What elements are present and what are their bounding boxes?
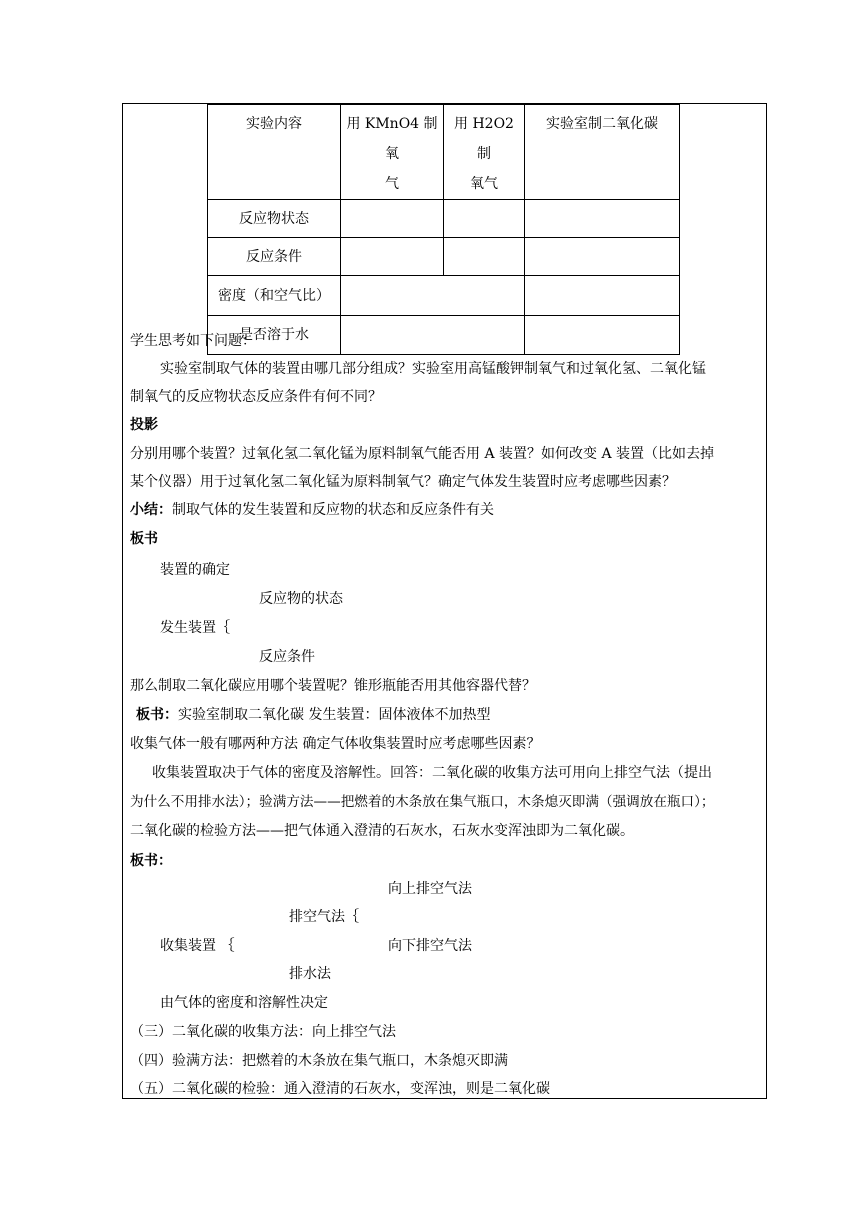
text-line: 那么制取二氧化碳应用哪个装置呢？锥形瓶能否用其他容器代替？ [130, 678, 536, 694]
table-row [208, 238, 680, 276]
section-heading: 板书： [130, 853, 172, 869]
text-line: 排水法 [289, 966, 331, 982]
row-label: 是否溶于水 [208, 316, 341, 355]
text-line: 分别用哪个装置？过氧化氢二氧化锰为原料制氧气能否用 A 装置？如何改变 A 装置（比如去掉 [130, 446, 715, 462]
table-cell [341, 200, 444, 238]
text-line: 反应条件 [259, 649, 315, 665]
table-cell [341, 316, 525, 355]
text-line: 装置的确定 [160, 562, 230, 578]
table-header-row [208, 105, 680, 200]
board-line [136, 705, 490, 725]
header-cell-co2: 实验室制二氧化碳 [525, 105, 680, 200]
board-text: 实验室制取二氧化碳 发生装置：固体液体不加热型 [178, 707, 491, 723]
header-cell-content: 实验内容 [208, 105, 341, 200]
text-line: 发生装置｛ [160, 620, 230, 636]
text-line: 反应物的状态 [259, 591, 343, 607]
text-line: 二氧化碳的检验方法——把气体通入澄清的石灰水，石灰水变浑浊即为二氧化碳。 [130, 823, 634, 839]
text-line: 某个仪器）用于过氧化氢二氧化锰为原料制氧气？确定气体发生装置时应考虑哪些因素？ [130, 474, 676, 490]
section-heading: 板书 [130, 531, 158, 547]
table-row [208, 276, 680, 316]
table-cell [444, 238, 525, 276]
table-row [208, 200, 680, 238]
summary-text: 制取气体的发生装置和反应物的状态和反应条件有关 [172, 502, 494, 518]
table-cell [341, 276, 525, 316]
table-cell [525, 276, 680, 316]
text-line: 为什么不用排水法）；验满方法——把燃着的木条放在集气瓶口，木条熄灭即满（强调放在瓶口）； [130, 794, 715, 810]
text-line: 排空气法｛ [289, 909, 359, 925]
summary-label: 小结： [130, 502, 172, 518]
text-line: 向下排空气法 [388, 938, 472, 954]
text-line: 制氧气的反应物状态反应条件有何不同？ [130, 389, 382, 405]
text-line: 收集气体一般有哪两种方法 确定气体收集装置时应考虑哪些因素？ [130, 736, 541, 752]
section-heading: 投影 [130, 417, 158, 433]
row-label: 反应物状态 [208, 200, 341, 238]
row-label: 反应条件 [208, 238, 341, 276]
experiment-table [207, 104, 680, 355]
text-line: 收集装置取决于气体的密度及溶解性。回答：二氧化碳的收集方法可用向上排空气法（提出 [152, 765, 712, 781]
text-line: （五）二氧化碳的检验：通入澄清的石灰水，变浑浊，则是二氧化碳 [130, 1081, 550, 1097]
header-cell-kmno4: 用 KMnO4 制氧 气 [341, 105, 444, 200]
text-line: 向上排空气法 [388, 881, 472, 897]
table-cell [341, 238, 444, 276]
text-line: （四）验满方法：把燃着的木条放在集气瓶口，木条熄灭即满 [130, 1053, 508, 1069]
row-label: 密度（和空气比） [208, 276, 341, 316]
text-line: 学生思考如下问题： [130, 333, 256, 349]
text-line: 由气体的密度和溶解性决定 [160, 995, 328, 1011]
header-cell-h2o2: 用 H2O2 制 氧气 [444, 105, 525, 200]
table-cell [525, 316, 680, 355]
text-line: （三）二氧化碳的收集方法：向上排空气法 [130, 1024, 396, 1040]
summary-line [130, 500, 494, 520]
table-row [208, 316, 680, 355]
table-cell [525, 238, 680, 276]
text-line: 收集装置 ｛ [160, 938, 235, 954]
text-line: 实验室制取气体的装置由哪几部分组成？实验室用高锰酸钾制氧气和过氧化氢、二氧化锰 [160, 361, 706, 377]
table-cell [525, 200, 680, 238]
board-label: 板书： [136, 707, 178, 723]
table-cell [444, 200, 525, 238]
